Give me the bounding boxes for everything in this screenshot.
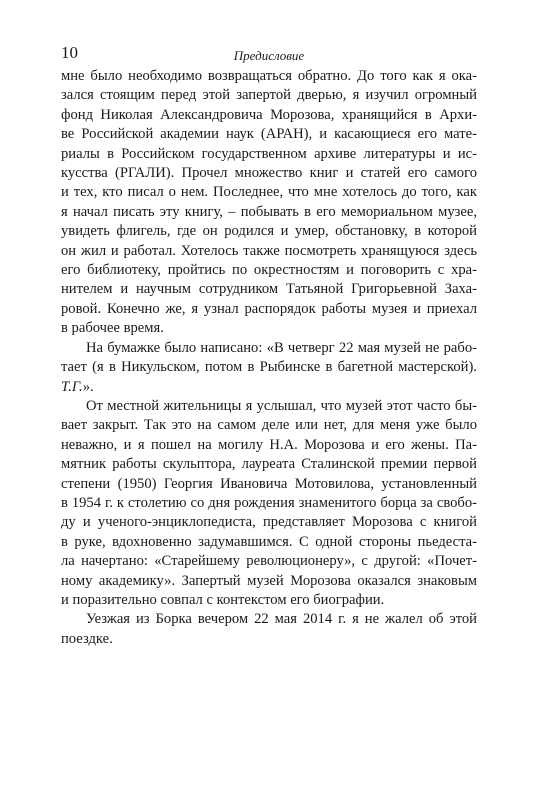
text-line: его библиотеку, пройтись по окрестностям и поговорить с хра- — [61, 262, 477, 279]
paragraph — [61, 67, 477, 339]
text-line: ду и ученого-энциклопедиста, представляет Морозова с книгой — [61, 514, 477, 531]
text-line: зался стоящим перед этой запертой дверью, я изучил огромный — [61, 87, 477, 104]
text-line: риалы в Российском государственном архиве литературы и ис- — [61, 145, 477, 162]
text-line: и поразительно совпал с контекстом его биографии. — [61, 591, 385, 608]
paragraph — [61, 397, 477, 610]
paragraph — [61, 610, 477, 649]
text-line: в 1954 г. к столетию со дня рождения знаменитого борца за свобо- — [61, 494, 477, 511]
text-line: он жил и работал. Хотелось также посмотреть хранящуюся здесь — [61, 242, 477, 259]
text-line: кусства (РГАЛИ). Прочел множество книг и статей его самого — [61, 165, 477, 182]
text-line: фонд Николая Александровича Морозова, хранящийся в Архи- — [61, 106, 477, 123]
text-line: в руке, вдохновенно задумавшимся. С одной стороны пьедеста- — [61, 533, 477, 550]
text-line: вает закрыт. Так это на самом деле или нет, для меня уже было — [61, 417, 477, 434]
text-line: тает (я в Никульском, потом в Рыбинске в багетной мастерской). — [61, 359, 477, 376]
text-line: в рабочее время. — [61, 320, 164, 337]
text-line: ровой. Конечно же, я узнал распорядок работы музея и приехал — [61, 300, 477, 317]
book-page — [61, 40, 477, 649]
text-line — [61, 378, 477, 397]
text-line: мятник работы скульптора, лауреата Сталинской премии первой — [61, 456, 477, 473]
running-head — [61, 40, 477, 64]
text-line: неважно, и я пошел на могилу Н.А. Морозова и его жены. Па- — [61, 436, 477, 453]
text-line: и тех, кто писал о нем. Последнее, что мне хотелось до того, как — [61, 184, 477, 201]
page-number: 10 — [61, 43, 78, 62]
text-line: степени (1950) Георгия Ивановича Мотовилова, установленный — [61, 475, 477, 492]
text-line: На бумажке было написано: «В четверг 22 мая музей не рабо- — [86, 339, 477, 356]
text-line: мне было необходимо возвращаться обратно. До того как я ока- — [61, 68, 477, 84]
text-line: Уезжая из Борка вечером 22 мая 2014 г. я не жалел об этой — [86, 611, 477, 628]
paragraph — [61, 339, 477, 397]
text-line: увидеть флигель, где он родился и умер, обстановку, в которой — [61, 223, 477, 240]
text-line: ве Российской академии наук (АРАН), и касающиеся его мате- — [61, 126, 477, 143]
section-title: Предисловие — [233, 48, 305, 63]
note-signature: Т.Г. — [61, 378, 83, 395]
text-line: поездке. — [61, 630, 113, 647]
text-line: я начал писать эту книгу, – побывать в его мемориальном музее, — [61, 203, 477, 220]
text-line: ла начертано: «Старейшему революционеру», с другой: «Почет- — [61, 553, 477, 570]
quote-close: ». — [82, 378, 94, 395]
text-line: нителем и научным сотрудником Татьяной Григорьевной Заха- — [61, 281, 477, 298]
body-text — [61, 67, 477, 649]
text-line: От местной жительницы я услышал, что музей этот часто бы- — [86, 397, 477, 414]
text-line: ному академику». Запертый музей Морозова оказался знаковым — [61, 572, 477, 589]
